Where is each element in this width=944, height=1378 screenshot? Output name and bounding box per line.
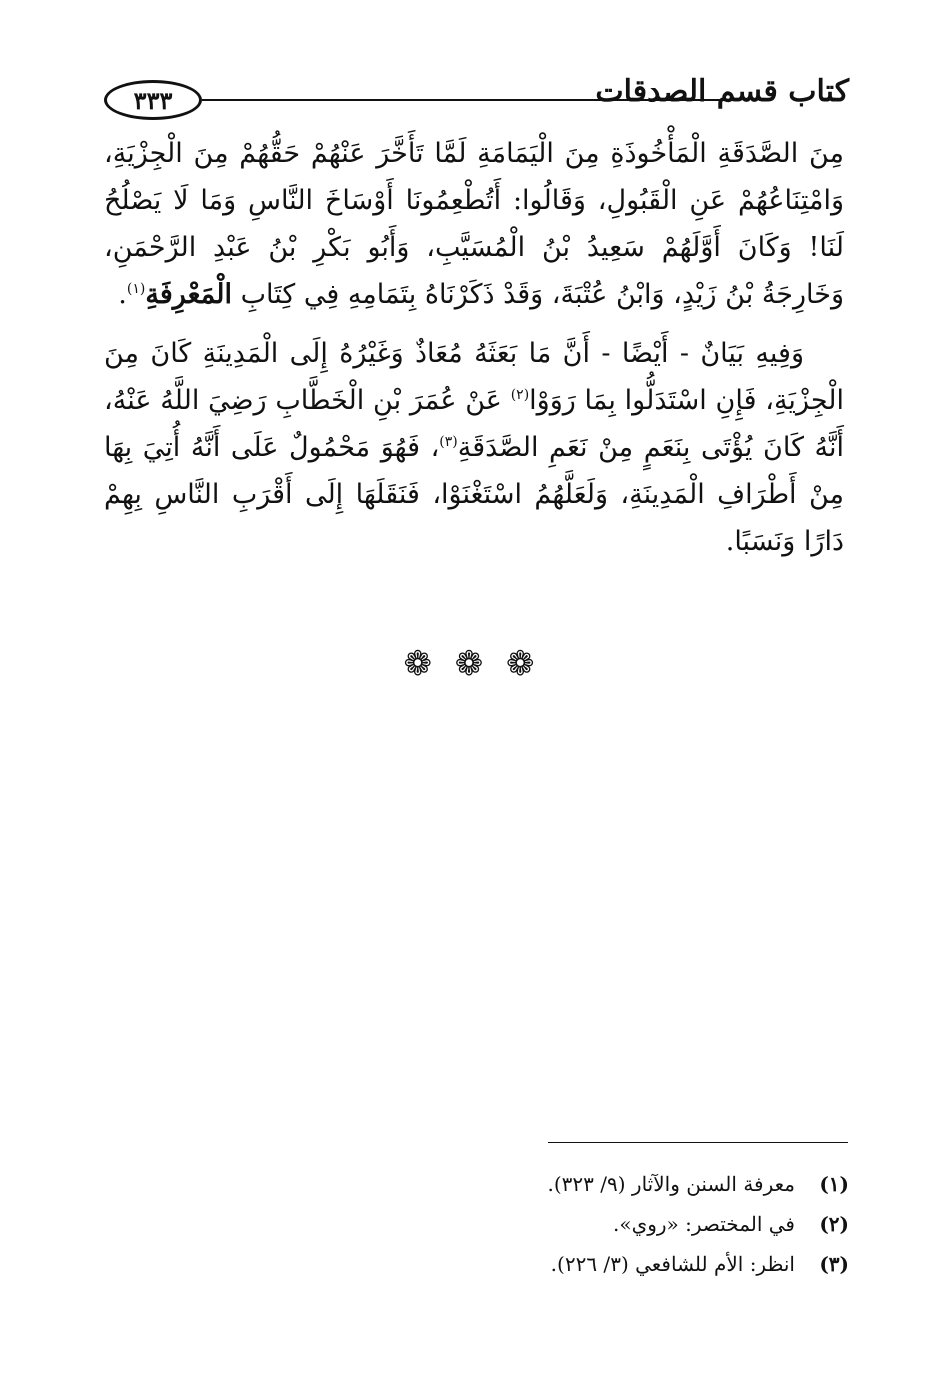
footnote-number: (٢) — [819, 1212, 849, 1236]
paragraph — [104, 330, 844, 565]
text-segment: مِنَ الصَّدَقَةِ الْمَأْخُوذَةِ مِنَ الْيَمَامَةِ لَمَّا تَأَخَّرَ عَنْهُمْ حَقُّهُمْ مِنَ الْجِزْيَةِ، وَامْتِنَاعُهُمْ عَنِ الْقَبُولِ، وَقَالُوا: أَتُطْعِمُونَا أَوْسَاخَ النَّاسِ وَمَا لَا يَصْلُحُ لَنَا! وَكَانَ أَوَّلَهُمْ سَعِيدُ بْنُ الْمُسَيَّبِ، وَأَبُو بَكْرِ بْنُ عَبْدِ الرَّحْمَنِ، وَخَارِجَةُ بْنُ زَيْدٍ، وَابْنُ عُتْبَةَ، وَقَدْ ذَكَرْنَاهُ بِتَمَامِهِ فِي كِتَابِ — [104, 138, 844, 310]
footnote-reference: (٣) — [439, 434, 458, 450]
footnote-reference: (١) — [126, 281, 146, 297]
text-segment: . — [118, 279, 127, 310]
paragraph — [104, 130, 844, 318]
running-title: كتاب قسم الصدقات — [595, 74, 849, 109]
footnote-number: (٣) — [819, 1252, 849, 1276]
footnote-text: انظر: الأم للشافعي (٣/ ٢٢٦). — [550, 1252, 795, 1276]
footnote-text: في المختصر: «روي». — [612, 1212, 795, 1236]
text-segment: وَفِيهِ بَيَانٌ - أَيْضًا - أَنَّ مَا بَعَثَهُ مُعَاذٌ وَغَيْرُهُ إِلَى الْمَدِينَةِ كَانَ مِنَ الْجِزْيَةِ، فَإِنِ اسْتَدَلُّوا بِمَا رَوَوْا — [104, 338, 845, 416]
header-rule — [202, 99, 727, 101]
text-segment: عَنْ عُمَرَ بْنِ الْخَطَّابِ رَضِيَ اللَّهُ عَنْهُ، أَنَّهُ كَانَ يُؤْتَى بِنَعَمٍ مِنْ نَعَمِ الصَّدَقَةِ — [104, 385, 844, 463]
footnote-text: معرفة السنن والآثار (٩/ ٣٢٣). — [547, 1172, 795, 1196]
footnote-number: (١) — [819, 1172, 849, 1196]
main-text — [104, 130, 844, 565]
footnote-reference: (٢) — [510, 387, 530, 403]
footnote-rule — [548, 1142, 848, 1143]
footnotes — [149, 1164, 849, 1284]
footnote — [149, 1164, 849, 1204]
text-segment: الْمَعْرِفَةِ — [145, 279, 233, 310]
section-divider-ornaments: ❁ ❁ ❁ — [403, 644, 541, 684]
text-segment: ، فَهُوَ مَحْمُولٌ عَلَى أَنَّهُ أُتِيَ بِهَا مِنْ أَطْرَافِ الْمَدِينَةِ، وَلَعَلَّهُمُ اسْتَغْنَوْا، فَنَقَلَهَا إِلَى أَقْرَبِ النَّاسِ بِهِمْ دَارًا وَنَسَبًا. — [104, 432, 844, 557]
footnote — [149, 1244, 849, 1284]
footnote — [149, 1204, 849, 1244]
page-number: ٣٣٣ — [104, 80, 202, 120]
